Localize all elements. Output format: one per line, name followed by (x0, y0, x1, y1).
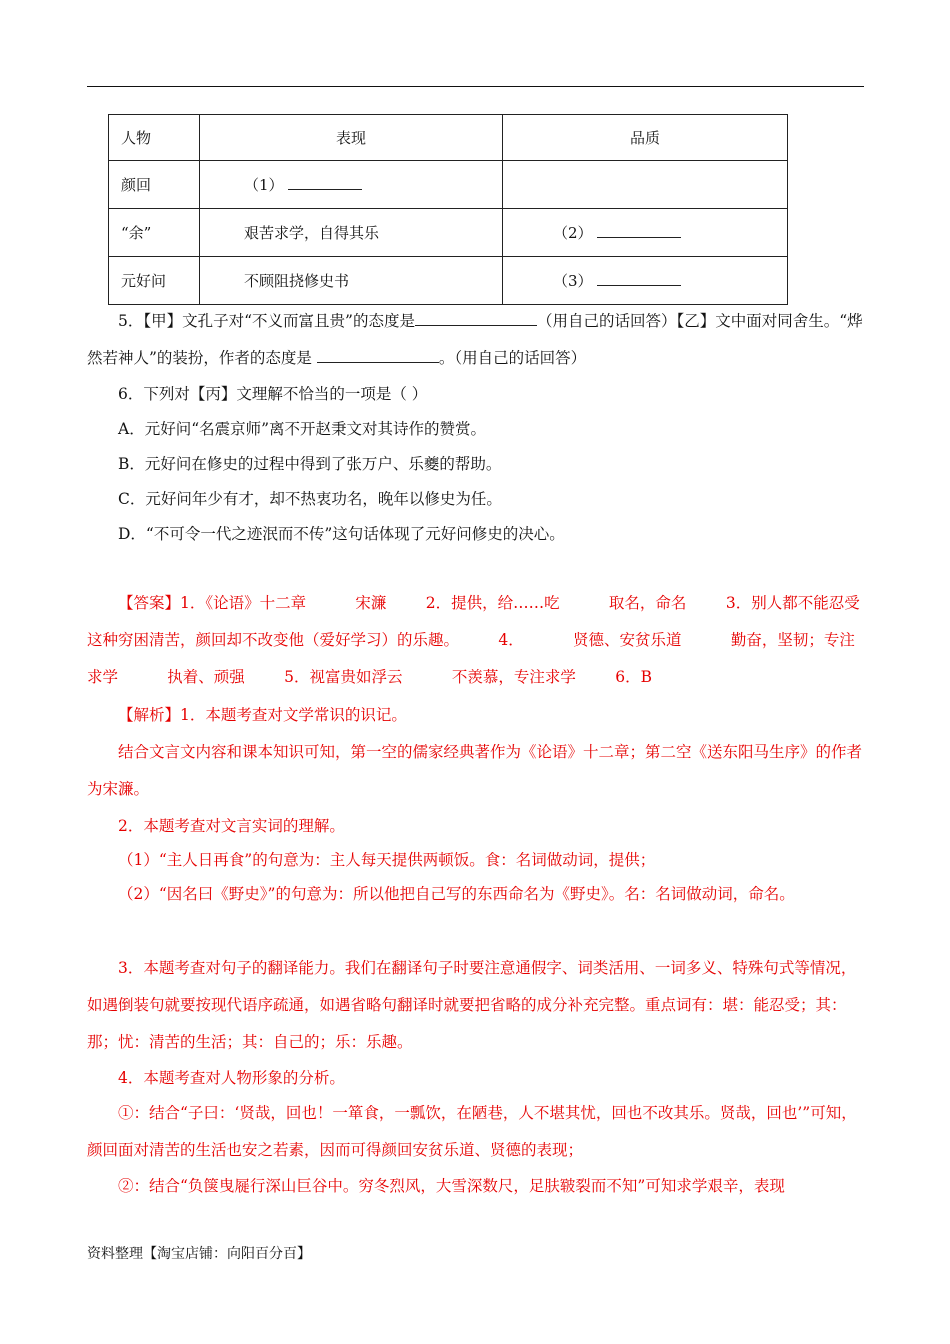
option-a[interactable]: A．元好问“名震京师”离不开赵秉文对其诗作的赞赏。 (118, 420, 487, 438)
analysis-p6: 4．本题考查对人物形象的分析。 (118, 1069, 345, 1087)
row-person: “余” (109, 209, 200, 257)
row-quality[interactable]: （3） (503, 257, 788, 305)
option-b[interactable]: B．元好问在修史的过程中得到了张万户、乐夔的帮助。 (118, 455, 502, 473)
header-rule (87, 86, 864, 87)
option-c[interactable]: C．元好问年少有才，却不热衷功名，晚年以修史为任。 (118, 490, 502, 508)
header-person: 人物 (109, 115, 200, 161)
analysis-p4: （2）“因名曰《野史》”的句意为：所以他把自己写的东西命名为《野史》。名：名词做动词，命名。 (118, 885, 795, 903)
answer-block: 【答案】1．《论语》十二章 宋濂 2．提供，给……吃 取名，命名 3．别人都不能忍受这种穷困清苦，颜回却不改变他（爱好学习）的乐趣。 4． 贤德、安贫乐道 勤奋，坚韧；专注求学 执着、顽强 5．视富贵如浮云 不羡慕，专注求学 6．B (87, 594, 860, 686)
answer-blank-q5b[interactable] (317, 348, 439, 363)
header-quality: 品质 (503, 115, 788, 161)
row-quality (503, 161, 788, 209)
answer-blank-q5a[interactable] (415, 311, 537, 326)
table-row (109, 161, 788, 209)
character-table (108, 114, 788, 305)
row-behavior: 艰苦求学，自得其乐 (200, 209, 503, 257)
option-d[interactable]: D．“不可令一代之迹泯而不传”这句话体现了元好问修史的决心。 (118, 525, 565, 543)
row-person: 元好问 (109, 257, 200, 305)
table-row (109, 257, 788, 305)
table-header-row (109, 115, 788, 161)
row-behavior: 不顾阻挠修史书 (200, 257, 503, 305)
table-row (109, 209, 788, 257)
analysis-label: 【解析】1．本题考查对文学常识的识记。 (118, 706, 407, 724)
footer-source: 资料整理【淘宝店铺：向阳百分百】 (87, 1246, 311, 1262)
analysis-p7: ①：结合“子曰：‘贤哉，回也！一箪食，一瓢饮，在陋巷，人不堪其忧，回也不改其乐。贤哉，回也’”可知，颜回面对清苦的生活也安之若素，因而可得颜回安贫乐道、贤德的表现； (87, 1104, 857, 1159)
analysis-p8: ②：结合“负箧曳屣行深山巨谷中。穷冬烈风，大雪深数尺，足肤皲裂而不知”可知求学艰辛，表现 (118, 1177, 785, 1195)
answer-blank-2[interactable] (597, 223, 681, 238)
analysis-p1: 结合文言文内容和课本知识可知，第一空的儒家经典著作为《论语》十二章；第二空《送东阳马生序》的作者为宋濂。 (87, 743, 863, 798)
row-behavior[interactable]: （1） (200, 161, 503, 209)
answer-blank-3[interactable] (597, 271, 681, 286)
analysis-p3: （1）“主人日再食”的句意为：主人每天提供两顿饭。食：名词做动词，提供； (118, 851, 656, 869)
question-5: 5．【甲】文孔子对“不义而富且贵”的态度是 （用自己的话回答）【乙】文中面对同舍生。“烨然若神人”的装扮，作者的态度是 。（用自己的话回答） (87, 312, 863, 367)
analysis-p2: 2．本题考查对文言实词的理解。 (118, 817, 345, 835)
analysis-p5: 3．本题考查对句子的翻译能力。我们在翻译句子时要注意通假字、词类活用、一词多义、特殊句式等情况，如遇倒装句就要按现代语序疏通，如遇省略句翻译时就要把省略的成分补充完整。重点词有：堪：能忍受；其：那；忧：清苦的生活；其：自己的；乐：乐趣。 (87, 959, 857, 1051)
question-6-stem: 6．下列对【丙】文理解不恰当的一项是（ ） (118, 385, 428, 403)
header-behavior: 表现 (200, 115, 503, 161)
row-person: 颜回 (109, 161, 200, 209)
row-quality[interactable]: （2） (503, 209, 788, 257)
answer-blank-1[interactable] (288, 175, 362, 190)
